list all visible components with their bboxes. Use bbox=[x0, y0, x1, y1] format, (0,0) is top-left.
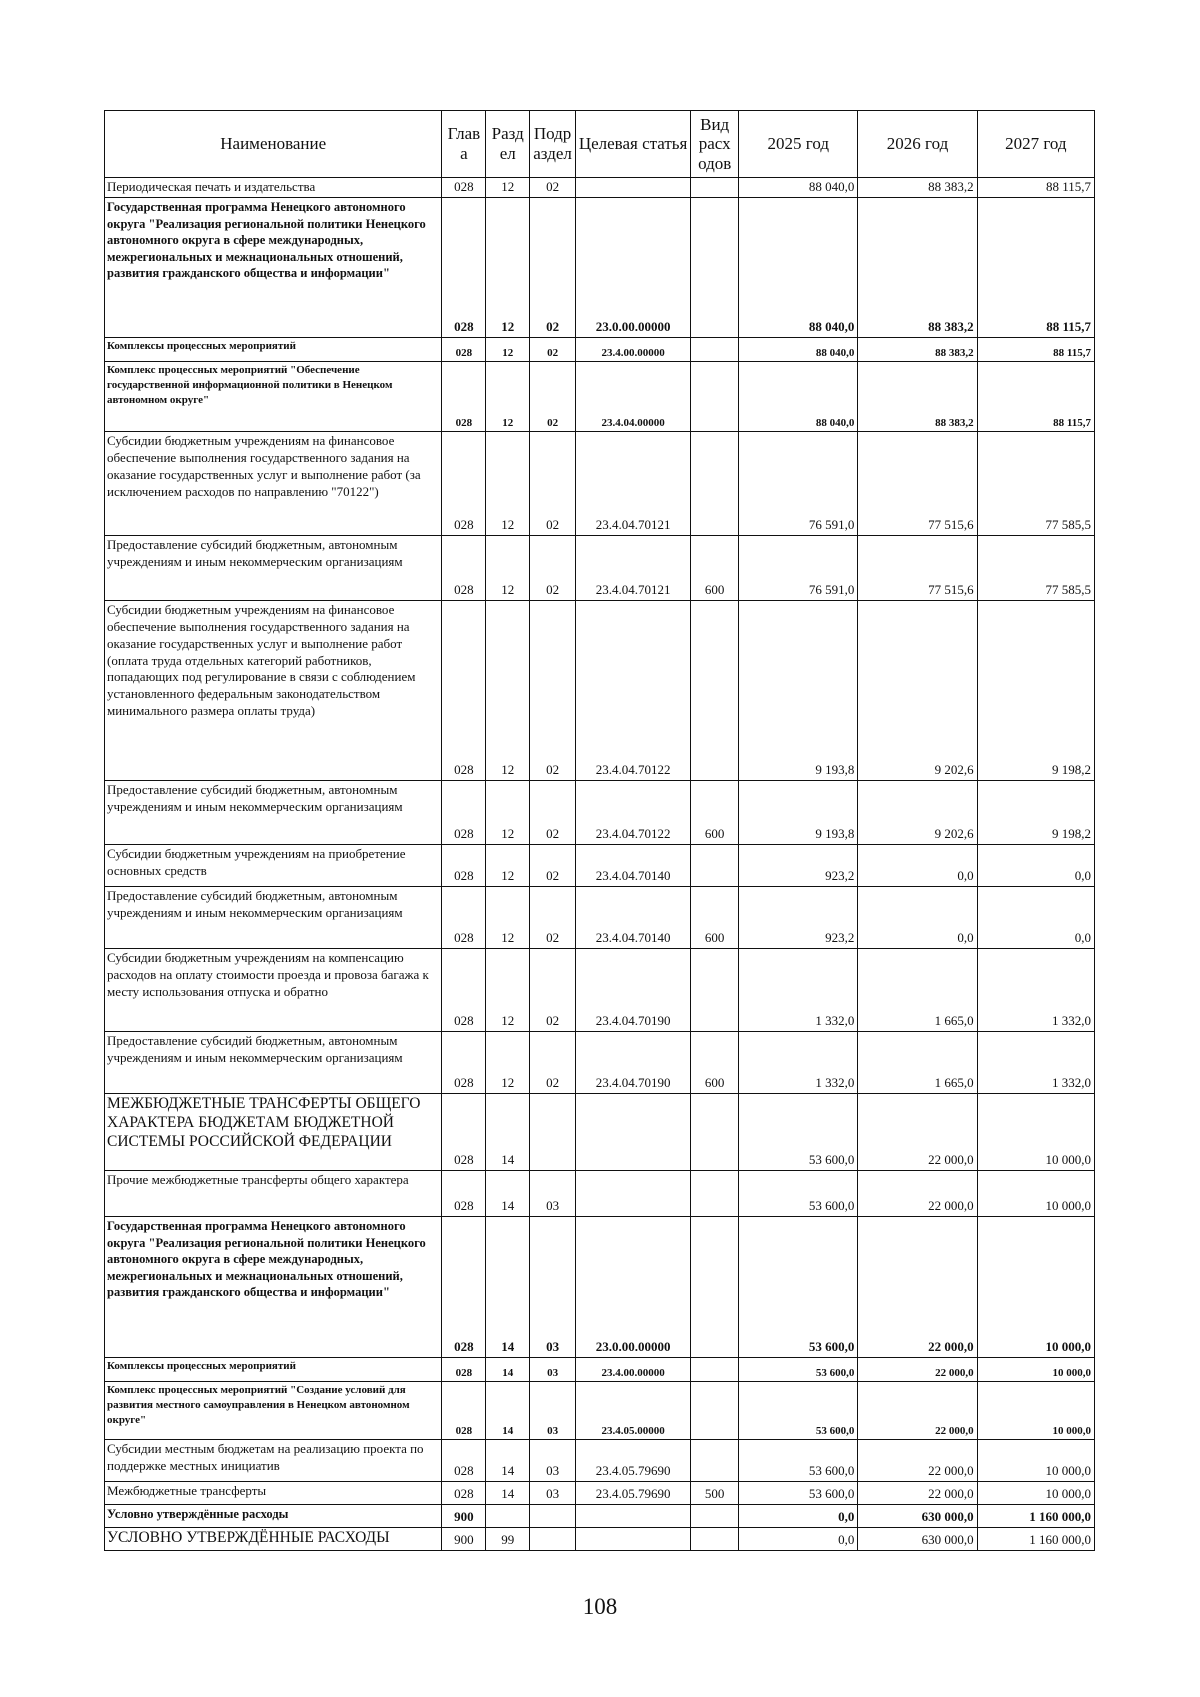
cell-name: Периодическая печать и издательства bbox=[105, 178, 442, 198]
cell-2026: 22 000,0 bbox=[858, 1439, 977, 1481]
cell-target bbox=[576, 1093, 691, 1170]
cell-2027: 10 000,0 bbox=[977, 1357, 1094, 1381]
cell-2027: 1 160 000,0 bbox=[977, 1527, 1094, 1550]
cell-chapter: 028 bbox=[442, 1170, 486, 1216]
cell-chapter: 028 bbox=[442, 780, 486, 844]
cell-chapter: 900 bbox=[442, 1527, 486, 1550]
cell-subsection: 02 bbox=[530, 178, 576, 198]
cell-2027: 88 115,7 bbox=[977, 337, 1094, 361]
cell-subsection: 02 bbox=[530, 886, 576, 948]
cell-chapter: 028 bbox=[442, 1381, 486, 1439]
cell-exp-type bbox=[691, 1504, 739, 1527]
cell-section: 14 bbox=[486, 1357, 530, 1381]
cell-target: 23.4.04.70190 bbox=[576, 948, 691, 1031]
cell-section: 12 bbox=[486, 780, 530, 844]
table-row bbox=[105, 1481, 1095, 1504]
table-row bbox=[105, 1031, 1095, 1093]
cell-2025: 53 600,0 bbox=[739, 1216, 858, 1357]
cell-section: 14 bbox=[486, 1381, 530, 1439]
cell-2025: 9 193,8 bbox=[739, 780, 858, 844]
cell-target: 23.0.00.00000 bbox=[576, 1216, 691, 1357]
cell-name: Предоставление субсидий бюджетным, автономным учреждениям и иным некоммерческим организациям bbox=[105, 535, 442, 600]
cell-2025: 0,0 bbox=[739, 1504, 858, 1527]
header-2025: 2025 год bbox=[739, 111, 858, 178]
cell-target: 23.0.00.00000 bbox=[576, 197, 691, 337]
cell-2026: 22 000,0 bbox=[858, 1481, 977, 1504]
cell-section: 12 bbox=[486, 197, 530, 337]
cell-2026: 9 202,6 bbox=[858, 600, 977, 780]
cell-2025: 88 040,0 bbox=[739, 178, 858, 198]
cell-chapter: 028 bbox=[442, 1093, 486, 1170]
cell-target: 23.4.05.79690 bbox=[576, 1439, 691, 1481]
cell-name: Межбюджетные трансферты bbox=[105, 1481, 442, 1504]
cell-exp-type bbox=[691, 337, 739, 361]
cell-subsection: 03 bbox=[530, 1170, 576, 1216]
cell-2027: 0,0 bbox=[977, 844, 1094, 886]
cell-2027: 9 198,2 bbox=[977, 780, 1094, 844]
cell-target bbox=[576, 1527, 691, 1550]
cell-2027: 9 198,2 bbox=[977, 600, 1094, 780]
cell-target bbox=[576, 1170, 691, 1216]
table-row bbox=[105, 535, 1095, 600]
cell-2025: 923,2 bbox=[739, 886, 858, 948]
cell-2027: 77 585,5 bbox=[977, 535, 1094, 600]
cell-name: Субсидии местным бюджетам на реализацию проекта по поддержке местных инициатив bbox=[105, 1439, 442, 1481]
cell-2025: 53 600,0 bbox=[739, 1357, 858, 1381]
table-row bbox=[105, 1357, 1095, 1381]
cell-chapter: 028 bbox=[442, 948, 486, 1031]
cell-2026: 22 000,0 bbox=[858, 1170, 977, 1216]
cell-target: 23.4.04.70140 bbox=[576, 886, 691, 948]
cell-subsection: 03 bbox=[530, 1481, 576, 1504]
cell-2027: 1 332,0 bbox=[977, 948, 1094, 1031]
cell-2025: 9 193,8 bbox=[739, 600, 858, 780]
cell-target: 23.4.05.79690 bbox=[576, 1481, 691, 1504]
cell-2027: 0,0 bbox=[977, 886, 1094, 948]
cell-target: 23.4.04.70122 bbox=[576, 600, 691, 780]
cell-chapter: 028 bbox=[442, 197, 486, 337]
cell-section: 14 bbox=[486, 1170, 530, 1216]
cell-name: Комплексы процессных мероприятий bbox=[105, 1357, 442, 1381]
cell-2026: 9 202,6 bbox=[858, 780, 977, 844]
table-row bbox=[105, 886, 1095, 948]
cell-section: 12 bbox=[486, 361, 530, 431]
cell-2027: 10 000,0 bbox=[977, 1381, 1094, 1439]
table-row bbox=[105, 361, 1095, 431]
cell-2025: 88 040,0 bbox=[739, 337, 858, 361]
cell-exp-type bbox=[691, 197, 739, 337]
cell-exp-type: 600 bbox=[691, 535, 739, 600]
cell-section: 12 bbox=[486, 600, 530, 780]
cell-name: МЕЖБЮДЖЕТНЫЕ ТРАНСФЕРТЫ ОБЩЕГО ХАРАКТЕРА БЮДЖЕТАМ БЮДЖЕТНОЙ СИСТЕМЫ РОССИЙСКОЙ ФЕДЕРАЦИИ bbox=[105, 1093, 442, 1170]
cell-target bbox=[576, 1504, 691, 1527]
cell-2025: 53 600,0 bbox=[739, 1381, 858, 1439]
cell-name: Государственная программа Ненецкого автономного округа "Реализация региональной политики Ненецкого автономного округа в сфере международных, межрегиональных и межнациональных отношений, развития гражданского общества и информации" bbox=[105, 1216, 442, 1357]
cell-target: 23.4.04.70190 bbox=[576, 1031, 691, 1093]
cell-section: 12 bbox=[486, 948, 530, 1031]
cell-section: 14 bbox=[486, 1093, 530, 1170]
cell-chapter: 028 bbox=[442, 886, 486, 948]
cell-target bbox=[576, 178, 691, 198]
cell-2025: 53 600,0 bbox=[739, 1170, 858, 1216]
cell-name: Комплексы процессных мероприятий bbox=[105, 337, 442, 361]
cell-subsection: 02 bbox=[530, 844, 576, 886]
cell-target: 23.4.05.00000 bbox=[576, 1381, 691, 1439]
cell-target: 23.4.00.00000 bbox=[576, 337, 691, 361]
table-row bbox=[105, 1381, 1095, 1439]
cell-section bbox=[486, 1504, 530, 1527]
cell-section: 12 bbox=[486, 1031, 530, 1093]
cell-target: 23.4.04.70121 bbox=[576, 431, 691, 535]
cell-section: 12 bbox=[486, 844, 530, 886]
table-row bbox=[105, 780, 1095, 844]
cell-name: Субсидии бюджетным учреждениям на компенсацию расходов на оплату стоимости проезда и провоза багажа к месту использования отпуска и обратно bbox=[105, 948, 442, 1031]
cell-2025: 53 600,0 bbox=[739, 1481, 858, 1504]
cell-2026: 88 383,2 bbox=[858, 178, 977, 198]
header-section: Разд ел bbox=[486, 111, 530, 178]
cell-2026: 88 383,2 bbox=[858, 337, 977, 361]
cell-2026: 22 000,0 bbox=[858, 1381, 977, 1439]
cell-subsection bbox=[530, 1504, 576, 1527]
cell-section: 12 bbox=[486, 886, 530, 948]
cell-subsection: 02 bbox=[530, 337, 576, 361]
cell-exp-type: 600 bbox=[691, 886, 739, 948]
page-number: 108 bbox=[582, 1594, 618, 1619]
cell-exp-type bbox=[691, 178, 739, 198]
cell-2027: 10 000,0 bbox=[977, 1481, 1094, 1504]
cell-2025: 0,0 bbox=[739, 1527, 858, 1550]
cell-2027: 10 000,0 bbox=[977, 1439, 1094, 1481]
cell-section: 12 bbox=[486, 178, 530, 198]
cell-subsection: 02 bbox=[530, 431, 576, 535]
cell-exp-type bbox=[691, 1381, 739, 1439]
cell-section: 12 bbox=[486, 535, 530, 600]
cell-name: Комплекс процессных мероприятий "Создание условий для развития местного самоуправления в Ненецком автономном округе" bbox=[105, 1381, 442, 1439]
cell-2026: 1 665,0 bbox=[858, 948, 977, 1031]
cell-subsection: 03 bbox=[530, 1357, 576, 1381]
cell-2025: 88 040,0 bbox=[739, 197, 858, 337]
cell-name: Государственная программа Ненецкого автономного округа "Реализация региональной политики Ненецкого автономного округа в сфере международных, межрегиональных и межнациональных отношений, развития гражданского общества и информации" bbox=[105, 197, 442, 337]
cell-exp-type bbox=[691, 1093, 739, 1170]
header-row bbox=[105, 111, 1095, 178]
cell-chapter: 028 bbox=[442, 1481, 486, 1504]
cell-exp-type bbox=[691, 1439, 739, 1481]
header-exp-type: Вид расх одов bbox=[691, 111, 739, 178]
cell-chapter: 028 bbox=[442, 1357, 486, 1381]
cell-target: 23.4.04.00000 bbox=[576, 361, 691, 431]
cell-section: 12 bbox=[486, 337, 530, 361]
header-target: Целевая статья bbox=[576, 111, 691, 178]
cell-2026: 77 515,6 bbox=[858, 431, 977, 535]
cell-2027: 1 332,0 bbox=[977, 1031, 1094, 1093]
cell-subsection: 03 bbox=[530, 1216, 576, 1357]
table-row bbox=[105, 844, 1095, 886]
cell-subsection: 02 bbox=[530, 600, 576, 780]
table-row bbox=[105, 1439, 1095, 1481]
cell-name: Предоставление субсидий бюджетным, автономным учреждениям и иным некоммерческим организациям bbox=[105, 780, 442, 844]
cell-exp-type bbox=[691, 948, 739, 1031]
cell-2026: 630 000,0 bbox=[858, 1504, 977, 1527]
cell-name: Условно утверждённые расходы bbox=[105, 1504, 442, 1527]
cell-2027: 1 160 000,0 bbox=[977, 1504, 1094, 1527]
cell-2026: 1 665,0 bbox=[858, 1031, 977, 1093]
cell-subsection bbox=[530, 1527, 576, 1550]
cell-exp-type bbox=[691, 431, 739, 535]
cell-subsection: 02 bbox=[530, 1031, 576, 1093]
cell-2027: 88 115,7 bbox=[977, 197, 1094, 337]
cell-name: Субсидии бюджетным учреждениям на финансовое обеспечение выполнения государственного задания на оказание государственных услуг и выполнение работ (оплата труда отдельных категорий работников, попадающих под регулирование в связи с соблюдением установленного федеральным законодательством минимального размера оплаты труда) bbox=[105, 600, 442, 780]
cell-exp-type bbox=[691, 1216, 739, 1357]
table-row bbox=[105, 1216, 1095, 1357]
cell-2026: 22 000,0 bbox=[858, 1357, 977, 1381]
table-row bbox=[105, 337, 1095, 361]
cell-name: Прочие межбюджетные трансферты общего характера bbox=[105, 1170, 442, 1216]
cell-2026: 22 000,0 bbox=[858, 1093, 977, 1170]
cell-name: Субсидии бюджетным учреждениям на финансовое обеспечение выполнения государственного задания на оказание государственных услуг и выполнение работ (за исключением расходов по направлению "70122") bbox=[105, 431, 442, 535]
cell-chapter: 028 bbox=[442, 1031, 486, 1093]
cell-exp-type: 600 bbox=[691, 780, 739, 844]
cell-subsection: 02 bbox=[530, 780, 576, 844]
cell-section: 99 bbox=[486, 1527, 530, 1550]
cell-2026: 630 000,0 bbox=[858, 1527, 977, 1550]
cell-section: 14 bbox=[486, 1481, 530, 1504]
cell-2025: 1 332,0 bbox=[739, 1031, 858, 1093]
cell-chapter: 028 bbox=[442, 178, 486, 198]
cell-subsection: 03 bbox=[530, 1381, 576, 1439]
cell-2026: 88 383,2 bbox=[858, 361, 977, 431]
cell-2025: 1 332,0 bbox=[739, 948, 858, 1031]
cell-subsection: 02 bbox=[530, 197, 576, 337]
cell-2027: 10 000,0 bbox=[977, 1093, 1094, 1170]
cell-exp-type: 600 bbox=[691, 1031, 739, 1093]
cell-2027: 77 585,5 bbox=[977, 431, 1094, 535]
cell-exp-type bbox=[691, 1357, 739, 1381]
cell-chapter: 028 bbox=[442, 1439, 486, 1481]
cell-2026: 0,0 bbox=[858, 844, 977, 886]
cell-chapter: 028 bbox=[442, 431, 486, 535]
cell-2026: 22 000,0 bbox=[858, 1216, 977, 1357]
cell-target: 23.4.04.70122 bbox=[576, 780, 691, 844]
table-row bbox=[105, 197, 1095, 337]
table-row bbox=[105, 948, 1095, 1031]
cell-exp-type: 500 bbox=[691, 1481, 739, 1504]
cell-name: Предоставление субсидий бюджетным, автономным учреждениям и иным некоммерческим организациям bbox=[105, 1031, 442, 1093]
cell-subsection: 03 bbox=[530, 1439, 576, 1481]
cell-2026: 0,0 bbox=[858, 886, 977, 948]
cell-target: 23.4.04.70140 bbox=[576, 844, 691, 886]
cell-subsection bbox=[530, 1093, 576, 1170]
table-row bbox=[105, 1093, 1095, 1170]
cell-exp-type bbox=[691, 1170, 739, 1216]
cell-chapter: 028 bbox=[442, 1216, 486, 1357]
cell-2027: 88 115,7 bbox=[977, 361, 1094, 431]
header-name: Наименование bbox=[105, 111, 442, 178]
cell-section: 12 bbox=[486, 431, 530, 535]
cell-target: 23.4.00.00000 bbox=[576, 1357, 691, 1381]
cell-2026: 77 515,6 bbox=[858, 535, 977, 600]
cell-chapter: 028 bbox=[442, 535, 486, 600]
table-row bbox=[105, 1527, 1095, 1550]
cell-chapter: 028 bbox=[442, 337, 486, 361]
cell-subsection: 02 bbox=[530, 948, 576, 1031]
cell-section: 14 bbox=[486, 1439, 530, 1481]
cell-2025: 88 040,0 bbox=[739, 361, 858, 431]
cell-name: Субсидии бюджетным учреждениям на приобретение основных средств bbox=[105, 844, 442, 886]
cell-chapter: 028 bbox=[442, 361, 486, 431]
table-row bbox=[105, 1504, 1095, 1527]
cell-2025: 53 600,0 bbox=[739, 1093, 858, 1170]
cell-name: Комплекс процессных мероприятий "Обеспечение государственной информационной политики в Ненецком автономном округе" bbox=[105, 361, 442, 431]
header-2027: 2027 год bbox=[977, 111, 1094, 178]
table-row bbox=[105, 431, 1095, 535]
cell-2025: 76 591,0 bbox=[739, 431, 858, 535]
cell-2025: 76 591,0 bbox=[739, 535, 858, 600]
cell-2025: 53 600,0 bbox=[739, 1439, 858, 1481]
cell-chapter: 900 bbox=[442, 1504, 486, 1527]
header-2026: 2026 год bbox=[858, 111, 977, 178]
cell-2026: 88 383,2 bbox=[858, 197, 977, 337]
cell-2027: 10 000,0 bbox=[977, 1216, 1094, 1357]
cell-exp-type bbox=[691, 600, 739, 780]
cell-2025: 923,2 bbox=[739, 844, 858, 886]
cell-section: 14 bbox=[486, 1216, 530, 1357]
table-row bbox=[105, 1170, 1095, 1216]
cell-target: 23.4.04.70121 bbox=[576, 535, 691, 600]
cell-subsection: 02 bbox=[530, 535, 576, 600]
cell-exp-type bbox=[691, 844, 739, 886]
table-row bbox=[105, 178, 1095, 198]
header-subsection: Подр аздел bbox=[530, 111, 576, 178]
cell-exp-type bbox=[691, 1527, 739, 1550]
cell-2027: 88 115,7 bbox=[977, 178, 1094, 198]
cell-exp-type bbox=[691, 361, 739, 431]
table-row bbox=[105, 600, 1095, 780]
cell-name: УСЛОВНО УТВЕРЖДЁННЫЕ РАСХОДЫ bbox=[105, 1527, 442, 1550]
cell-chapter: 028 bbox=[442, 600, 486, 780]
cell-subsection: 02 bbox=[530, 361, 576, 431]
header-chapter: Глав а bbox=[442, 111, 486, 178]
cell-name: Предоставление субсидий бюджетным, автономным учреждениям и иным некоммерческим организациям bbox=[105, 886, 442, 948]
budget-table bbox=[104, 110, 1095, 1551]
cell-chapter: 028 bbox=[442, 844, 486, 886]
cell-2027: 10 000,0 bbox=[977, 1170, 1094, 1216]
